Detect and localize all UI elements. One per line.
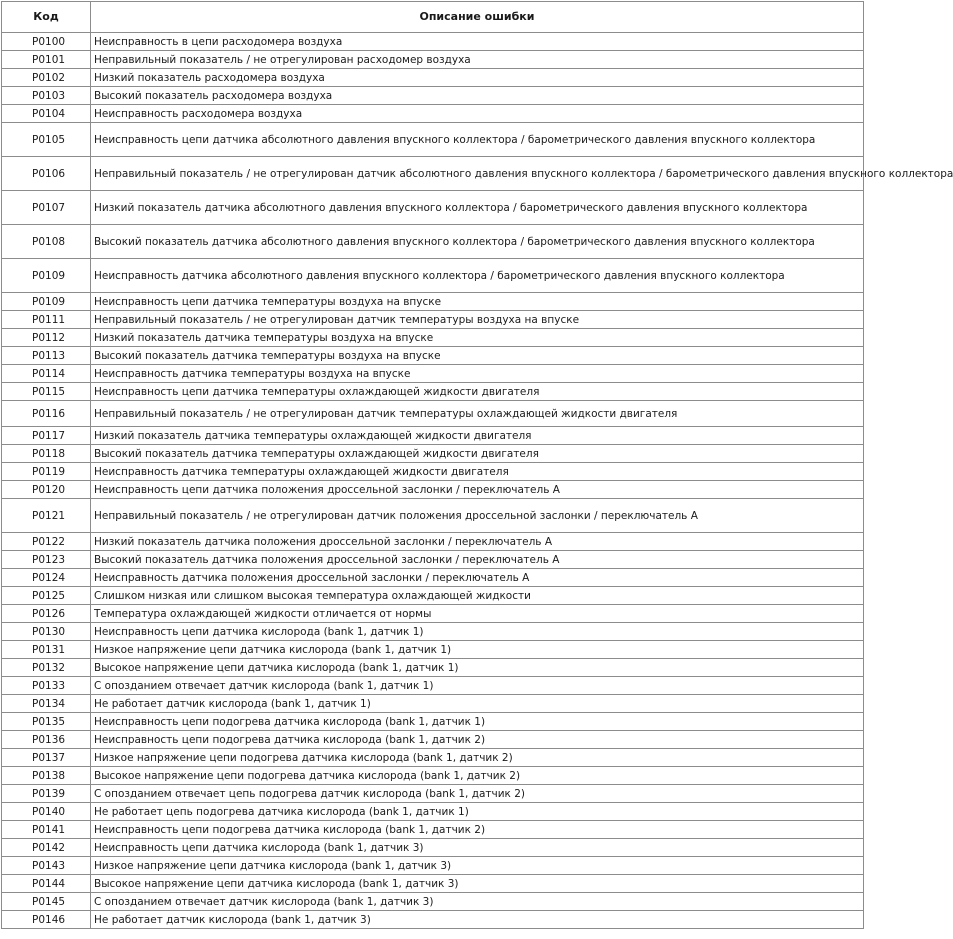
error-code-cell: P0102 — [2, 69, 91, 87]
error-code-cell: P0121 — [2, 499, 91, 533]
error-code-cell: P0142 — [2, 839, 91, 857]
error-description-cell: С опозданием отвечает датчик кислорода (bank 1, датчик 3) — [91, 893, 864, 911]
error-description-cell: Неисправность цепи датчика кислорода (bank 1, датчик 3) — [91, 839, 864, 857]
error-code-cell: P0107 — [2, 191, 91, 225]
error-description-cell: Неправильный показатель / не отрегулирован датчик положения дроссельной заслонки / переключатель А — [91, 499, 864, 533]
error-code-cell: P0109 — [2, 293, 91, 311]
table-row — [2, 749, 864, 767]
error-code-cell: P0133 — [2, 677, 91, 695]
table-row — [2, 329, 864, 347]
error-description-cell: Высокий показатель датчика абсолютного давления впускного коллектора / барометрического давления впускного коллектора — [91, 225, 864, 259]
error-code-cell: P0130 — [2, 623, 91, 641]
table-row — [2, 587, 864, 605]
table-row — [2, 713, 864, 731]
error-code-cell: P0131 — [2, 641, 91, 659]
table-row — [2, 623, 864, 641]
error-description-cell: Низкий показатель датчика абсолютного давления впускного коллектора / барометрического давления впускного коллектора — [91, 191, 864, 225]
error-description-cell: Неправильный показатель / не отрегулирован датчик температуры охлаждающей жидкости двигателя — [91, 401, 864, 427]
table-row — [2, 105, 864, 123]
error-description-cell: С опозданием отвечает цепь подогрева датчик кислорода (bank 1, датчик 2) — [91, 785, 864, 803]
error-code-cell: P0145 — [2, 893, 91, 911]
error-code-cell: P0136 — [2, 731, 91, 749]
table-row — [2, 225, 864, 259]
error-description-cell: Низкое напряжение цепи датчика кислорода (bank 1, датчик 3) — [91, 857, 864, 875]
table-row — [2, 785, 864, 803]
error-description-cell: Высокое напряжение цепи подогрева датчика кислорода (bank 1, датчик 2) — [91, 767, 864, 785]
table-row — [2, 659, 864, 677]
error-description-cell: Неисправность расходомера воздуха — [91, 105, 864, 123]
error-code-cell: P0138 — [2, 767, 91, 785]
error-description-cell: Не работает датчик кислорода (bank 1, датчик 1) — [91, 695, 864, 713]
table-row — [2, 875, 864, 893]
error-description-cell: Неисправность датчика абсолютного давления впускного коллектора / барометрического давления впускного коллектора — [91, 259, 864, 293]
table-row — [2, 293, 864, 311]
table-row — [2, 641, 864, 659]
error-code-cell: P0108 — [2, 225, 91, 259]
table-row — [2, 481, 864, 499]
error-description-cell: Не работает цепь подогрева датчика кислорода (bank 1, датчик 1) — [91, 803, 864, 821]
table-row — [2, 839, 864, 857]
error-code-cell: P0101 — [2, 51, 91, 69]
error-description-cell: Неисправность цепи датчика положения дроссельной заслонки / переключатель А — [91, 481, 864, 499]
table-row — [2, 803, 864, 821]
table-row — [2, 731, 864, 749]
error-description-cell: Высокий показатель расходомера воздуха — [91, 87, 864, 105]
error-code-cell: P0100 — [2, 33, 91, 51]
error-code-cell: P0137 — [2, 749, 91, 767]
error-code-cell: P0125 — [2, 587, 91, 605]
error-description-cell: С опозданием отвечает датчик кислорода (bank 1, датчик 1) — [91, 677, 864, 695]
error-description-cell: Неисправность в цепи расходомера воздуха — [91, 33, 864, 51]
error-description-cell: Неисправность цепи датчика температуры воздуха на впуске — [91, 293, 864, 311]
error-description-cell: Неисправность цепи датчика температуры охлаждающей жидкости двигателя — [91, 383, 864, 401]
error-description-cell: Неисправность датчика температуры охлаждающей жидкости двигателя — [91, 463, 864, 481]
table-row — [2, 821, 864, 839]
error-description-cell: Не работает датчик кислорода (bank 1, датчик 3) — [91, 911, 864, 929]
table-row — [2, 499, 864, 533]
error-description-cell: Низкий показатель датчика температуры воздуха на впуске — [91, 329, 864, 347]
table-row — [2, 365, 864, 383]
error-description-cell: Низкий показатель датчика положения дроссельной заслонки / переключатель А — [91, 533, 864, 551]
error-description-cell: Неисправность цепи датчика абсолютного давления впускного коллектора / барометрического давления впускного коллектора — [91, 123, 864, 157]
error-code-cell: P0114 — [2, 365, 91, 383]
table-row — [2, 911, 864, 929]
error-code-cell: P0122 — [2, 533, 91, 551]
table-row — [2, 857, 864, 875]
error-code-cell: P0141 — [2, 821, 91, 839]
table-row — [2, 445, 864, 463]
table-row — [2, 69, 864, 87]
table-row — [2, 87, 864, 105]
table-row — [2, 51, 864, 69]
error-description-cell: Неправильный показатель / не отрегулирован датчик абсолютного давления впускного коллектора / барометрического давления впускного коллектора — [91, 157, 864, 191]
table-row — [2, 401, 864, 427]
table-row — [2, 157, 864, 191]
table-row — [2, 695, 864, 713]
error-description-cell: Низкое напряжение цепи подогрева датчика кислорода (bank 1, датчик 2) — [91, 749, 864, 767]
error-description-cell: Низкий показатель расходомера воздуха — [91, 69, 864, 87]
error-description-cell: Высокий показатель датчика температуры воздуха на впуске — [91, 347, 864, 365]
error-code-cell: P0109 — [2, 259, 91, 293]
error-code-cell: P0120 — [2, 481, 91, 499]
error-description-cell: Неисправность цепи подогрева датчика кислорода (bank 1, датчик 2) — [91, 821, 864, 839]
error-code-cell: P0134 — [2, 695, 91, 713]
error-description-cell: Неисправность цепи подогрева датчика кислорода (bank 1, датчик 1) — [91, 713, 864, 731]
error-code-cell: P0143 — [2, 857, 91, 875]
error-code-cell: P0144 — [2, 875, 91, 893]
error-code-cell: P0106 — [2, 157, 91, 191]
error-code-cell: P0103 — [2, 87, 91, 105]
header-code: Код — [2, 2, 91, 33]
table-row — [2, 463, 864, 481]
header-row — [2, 2, 864, 33]
table-row — [2, 767, 864, 785]
error-description-cell: Высокий показатель датчика положения дроссельной заслонки / переключатель А — [91, 551, 864, 569]
error-description-cell: Неправильный показатель / не отрегулирован датчик температуры воздуха на впуске — [91, 311, 864, 329]
table-row — [2, 383, 864, 401]
table-row — [2, 677, 864, 695]
error-codes-table — [1, 1, 953, 929]
error-code-cell: P0139 — [2, 785, 91, 803]
header-description: Описание ошибки — [91, 2, 864, 33]
error-code-cell: P0116 — [2, 401, 91, 427]
error-description-cell: Неисправность цепи подогрева датчика кислорода (bank 1, датчик 2) — [91, 731, 864, 749]
error-description-cell: Неисправность цепи датчика кислорода (bank 1, датчик 1) — [91, 623, 864, 641]
error-description-cell: Неправильный показатель / не отрегулирован расходомер воздуха — [91, 51, 864, 69]
table-row — [2, 427, 864, 445]
error-code-cell: P0146 — [2, 911, 91, 929]
error-code-cell: P0112 — [2, 329, 91, 347]
error-description-cell: Низкий показатель датчика температуры охлаждающей жидкости двигателя — [91, 427, 864, 445]
error-description-cell: Высокое напряжение цепи датчика кислорода (bank 1, датчик 1) — [91, 659, 864, 677]
table-row — [2, 33, 864, 51]
error-code-cell: P0118 — [2, 445, 91, 463]
error-description-cell: Высокое напряжение цепи датчика кислорода (bank 1, датчик 3) — [91, 875, 864, 893]
table-row — [2, 569, 864, 587]
table-row — [2, 605, 864, 623]
table-row — [2, 533, 864, 551]
table-row — [2, 311, 864, 329]
table-row — [2, 259, 864, 293]
error-code-cell: P0113 — [2, 347, 91, 365]
table-row — [2, 347, 864, 365]
error-description-cell: Низкое напряжение цепи датчика кислорода (bank 1, датчик 1) — [91, 641, 864, 659]
error-description-cell: Неисправность датчика температуры воздуха на впуске — [91, 365, 864, 383]
error-description-cell: Слишком низкая или слишком высокая температура охлаждающей жидкости — [91, 587, 864, 605]
error-code-cell: P0124 — [2, 569, 91, 587]
error-code-cell: P0115 — [2, 383, 91, 401]
error-description-cell: Неисправность датчика положения дроссельной заслонки / переключатель А — [91, 569, 864, 587]
table-body — [2, 33, 953, 929]
error-code-cell: P0104 — [2, 105, 91, 123]
error-code-cell: P0126 — [2, 605, 91, 623]
error-code-cell: P0123 — [2, 551, 91, 569]
table-row — [2, 551, 864, 569]
table-row — [2, 123, 864, 157]
error-description-cell: Высокий показатель датчика температуры охлаждающей жидкости двигателя — [91, 445, 864, 463]
error-code-cell: P0132 — [2, 659, 91, 677]
error-code-cell: P0117 — [2, 427, 91, 445]
table-row — [2, 191, 864, 225]
error-code-cell: P0105 — [2, 123, 91, 157]
table-row — [2, 893, 864, 911]
error-description-cell: Температура охлаждающей жидкости отличается от нормы — [91, 605, 864, 623]
error-code-cell: P0111 — [2, 311, 91, 329]
error-code-cell: P0119 — [2, 463, 91, 481]
error-code-cell: P0140 — [2, 803, 91, 821]
error-code-cell: P0135 — [2, 713, 91, 731]
